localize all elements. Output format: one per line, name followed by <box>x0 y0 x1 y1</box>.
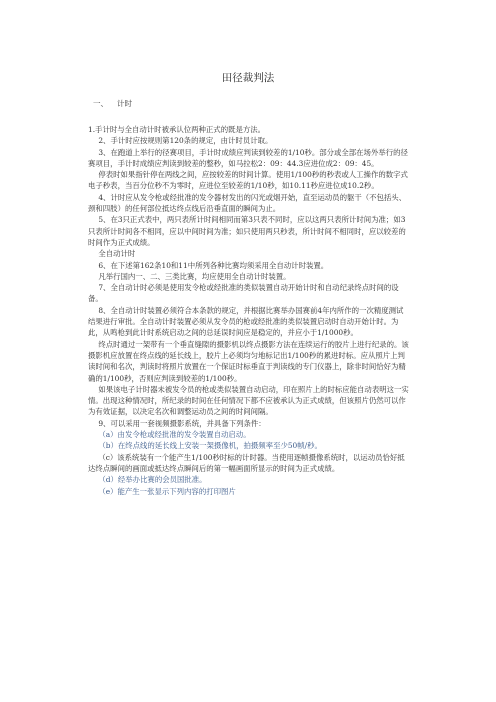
list-item: （e）能产生一张显示下列内容的打印图片 <box>98 486 236 496</box>
paragraph: 4、计时应从发令枪或经批准的发令器材发出的闪光或烟开始，直至运动员的躯干（不包括头、颈和四肢）的任何部位抵达终点线后沿垂直面的瞬间为止。 <box>88 192 407 214</box>
section-label: 计时 <box>117 99 132 108</box>
paragraph: 9、可以采用一套视频摄影系统，并具备下列条件： <box>98 418 266 428</box>
paragraph: 7、全自动计时必须是使用发令枪或经批准的类似装置自动开始计时和自动纪录终点时间的设备。 <box>88 283 399 304</box>
list-item: （c）该系统装有一个能产生1/100秒时标的计时器。当使用逐帧摄像系统时，以运动员恰好抵达终点瞬间的画面或抵达终点瞬间后的第一幅画面所显示的时间为正式成绩。 <box>88 452 405 473</box>
paragraph: 终点时通过一架带有一个垂直缝隙的摄影机以终点摄影方法在连续运行的胶片上进行纪录的。该摄影机应放置在终点线的延长线上，胶片上必须均匀地标记出1/100秒的累进时标。应从照片上判读时间和名次，判读时将照片放置在一个保证时标垂直于判读线的专门仪器上，除非时间恰好为精确的1/100秒，否则应判读到较差的1/100秒。 <box>88 339 409 383</box>
list-item: （d）经举办比赛的会员国批准。 <box>98 475 207 485</box>
paragraph: 如果该电子计时器未被发令员的枪或类似装置自动启动，印在照片上的时标应能自动表明这一实情。出现这种情况时，所纪录的时间在任何情况下都不应被承认为正式成绩，但该照片仍然可以作为有效证据，以决定名次和调整运动员之间的时间间隔。 <box>88 384 409 417</box>
paragraph: 2、手计时应按规则第120条的规定，由计时员计取。 <box>98 136 273 146</box>
paragraph: 1.手计时与全自动计时被承认位两种正式的既是方法。 <box>88 125 266 134</box>
paragraph: 5、在3只正式表中，两只表所计时间相同而第3只表不同时，应以这两只表所计时间为准；如3只表所计时间各不相同，应以中间时间为准；如只使用两只秒表，所计时间不相同时，应以较差的时间作为正式成绩。 <box>88 215 406 247</box>
paragraph: 凡举行国内一、二、三类比赛，均应使用全自动计时装置。 <box>98 271 291 281</box>
paragraph: 停表时如果指针停在两线之间，应按较差的时间计算。使用1/100秒的秒表或人工操作的数字式电子秒表，当百分位秒不为零时，应进位至较差的1/10秒，如10.11秒应进位成10.2秒。 <box>88 170 408 191</box>
document-title: 田径裁判法 <box>221 72 275 84</box>
paragraph: 6、在下述第162条10和11中所列各种比赛均须采用全自动计时装置。 <box>98 260 329 270</box>
section-heading <box>93 98 132 109</box>
list-item: （b）在终点线的延长线上安装一架摄像机，拍摄频率至少50帧/秒。 <box>98 441 322 451</box>
paragraph: 8、全自动计时装置必须符合本条款的规定，并根据比赛举办国赛前4年内所作的一次精度测试结果进行审批。全自动计时装置必须从发令员的枪或经批准的类似装置启动时自动开始计时。为此，从鸣枪到此计时系统启动之间的总延误时间应是稳定的，并应小于1/1000秒。 <box>88 305 404 338</box>
document-body <box>88 124 410 497</box>
list-item: （a）由发令枪或经批准的发令装置自动启动。 <box>98 430 251 440</box>
section-number: 一、 <box>93 99 108 108</box>
paragraph: 3、在跑道上举行的径赛项目，手计时成绩应判读到较差的1/10秒。部分或全部在场外举行的径赛项目，手计时成绩应判读到较差的整秒，如马拉松2：09：44.3应进位成2：09：45。 <box>88 147 408 168</box>
subheading: 全自动计时 <box>98 249 136 259</box>
